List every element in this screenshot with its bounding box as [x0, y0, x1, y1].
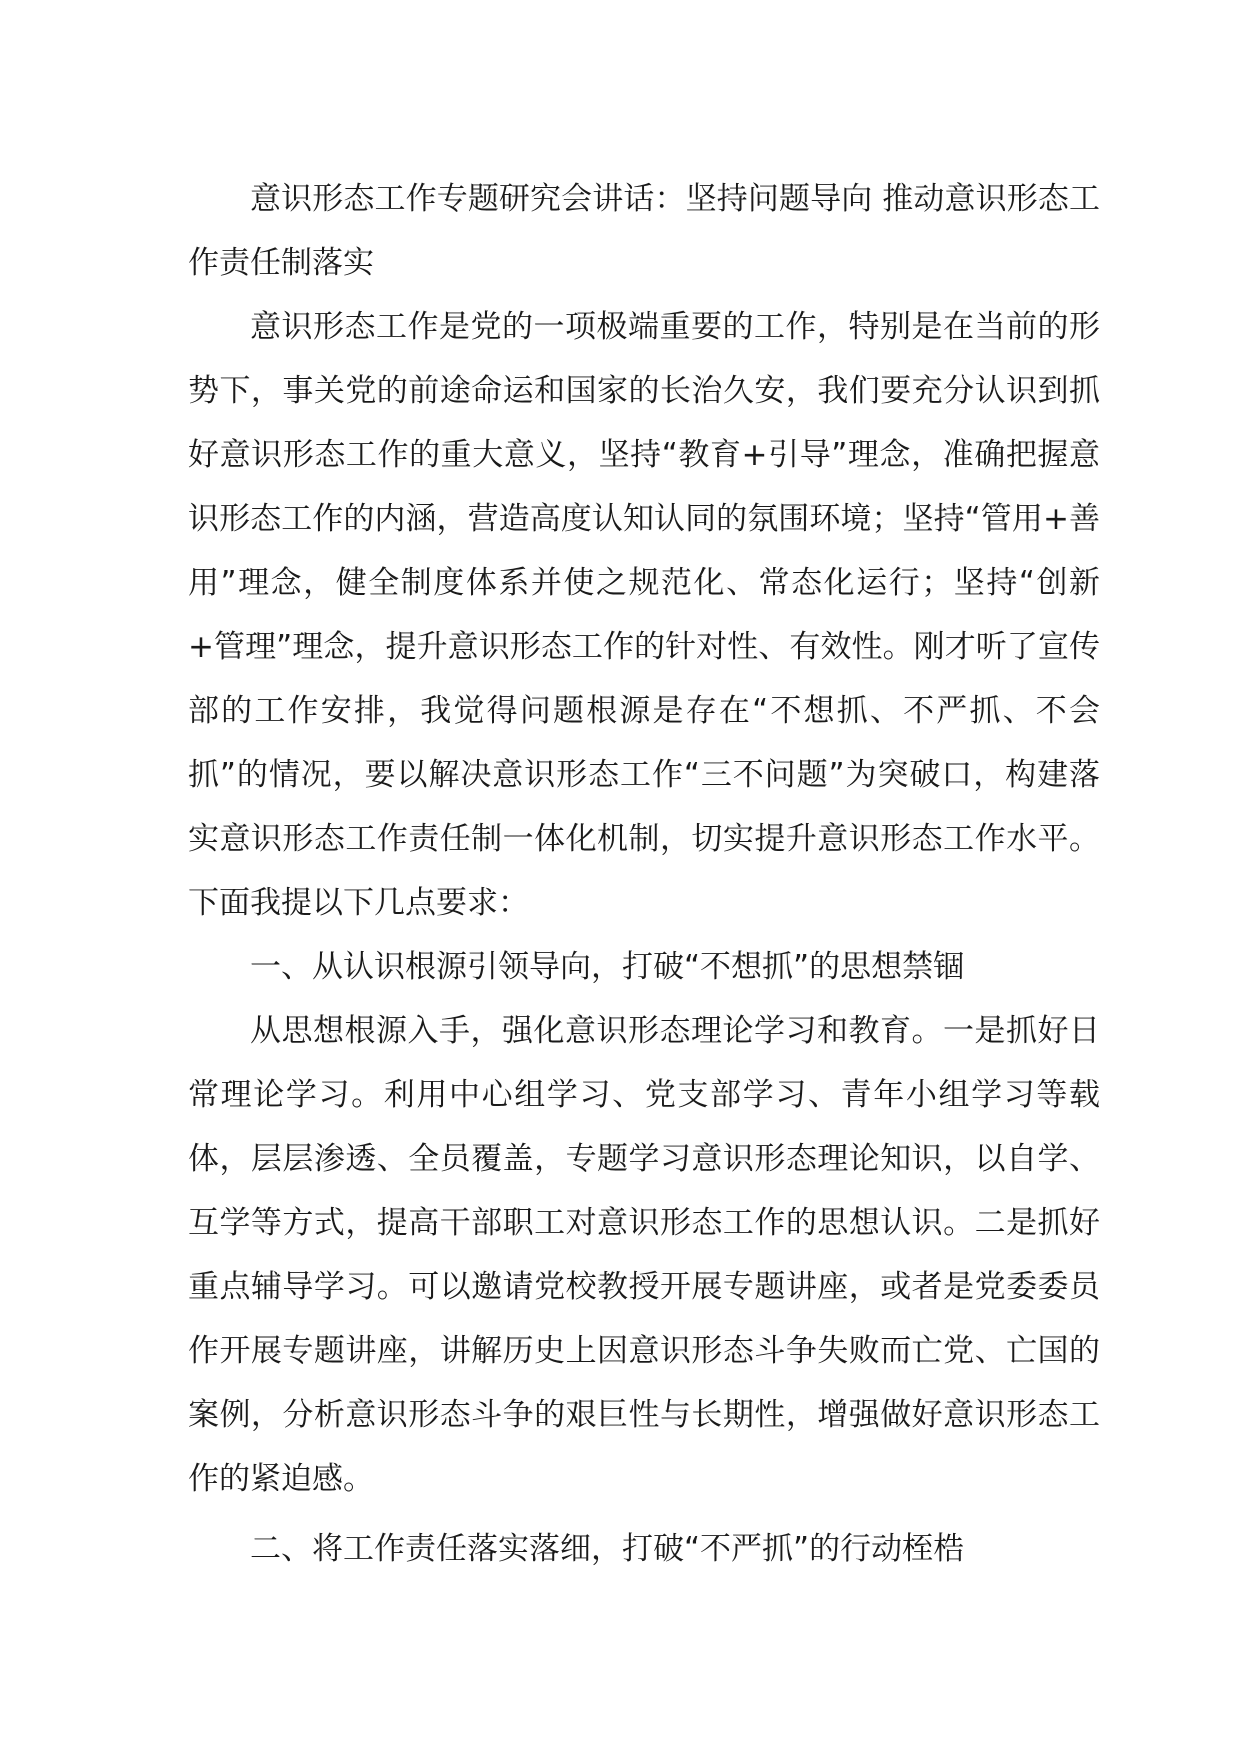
paragraph-intro: 意识形态工作是党的一项极端重要的工作，特别是在当前的形势下，事关党的前途命运和国家的长治久安，我们要充分认识到抓好意识形态工作的重大意义，坚持“教育+引导”理念，准确把握意识形态工作的内涵，营造高度认知认同的氛围环境；坚持“管用+善用”理念，健全制度体系并使之规范化、常态化运行；坚持“创新+管理”理念，提升意识形态工作的针对性、有效性。刚才听了宣传部的工作安排，我觉得问题根源是存在“不想抓、不严抓、不会抓”的情况，要以解决意识形态工作“三不问题”为突破口，构建落实意识形态工作责任制一体化机制，切实提升意识形态工作水平。下面我提以下几点要求：	[188, 309, 1100, 921]
document-title: 意识形态工作专题研究会讲话：坚持问题导向 推动意识形态工作责任制落实	[188, 181, 1100, 281]
section-heading-1: 一、从认识根源引领导向，打破“不想抓”的思想禁锢	[250, 949, 965, 985]
document-body	[188, 167, 1100, 1581]
section-heading-2: 二、将工作责任落实落细，打破“不严抓”的行动桎梏	[250, 1531, 965, 1567]
paragraph-section-1: 从思想根源入手，强化意识形态理论学习和教育。一是抓好日常理论学习。利用中心组学习、党支部学习、青年小组学习等载体，层层渗透、全员覆盖，专题学习意识形态理论知识，以自学、互学等方式，提高干部职工对意识形态工作的思想认识。二是抓好重点辅导学习。可以邀请党校教授开展专题讲座，或者是党委委员作开展专题讲座，讲解历史上因意识形态斗争失败而亡党、亡国的案例，分析意识形态斗争的艰巨性与长期性，增强做好意识形态工作的紧迫感。	[188, 1013, 1100, 1497]
